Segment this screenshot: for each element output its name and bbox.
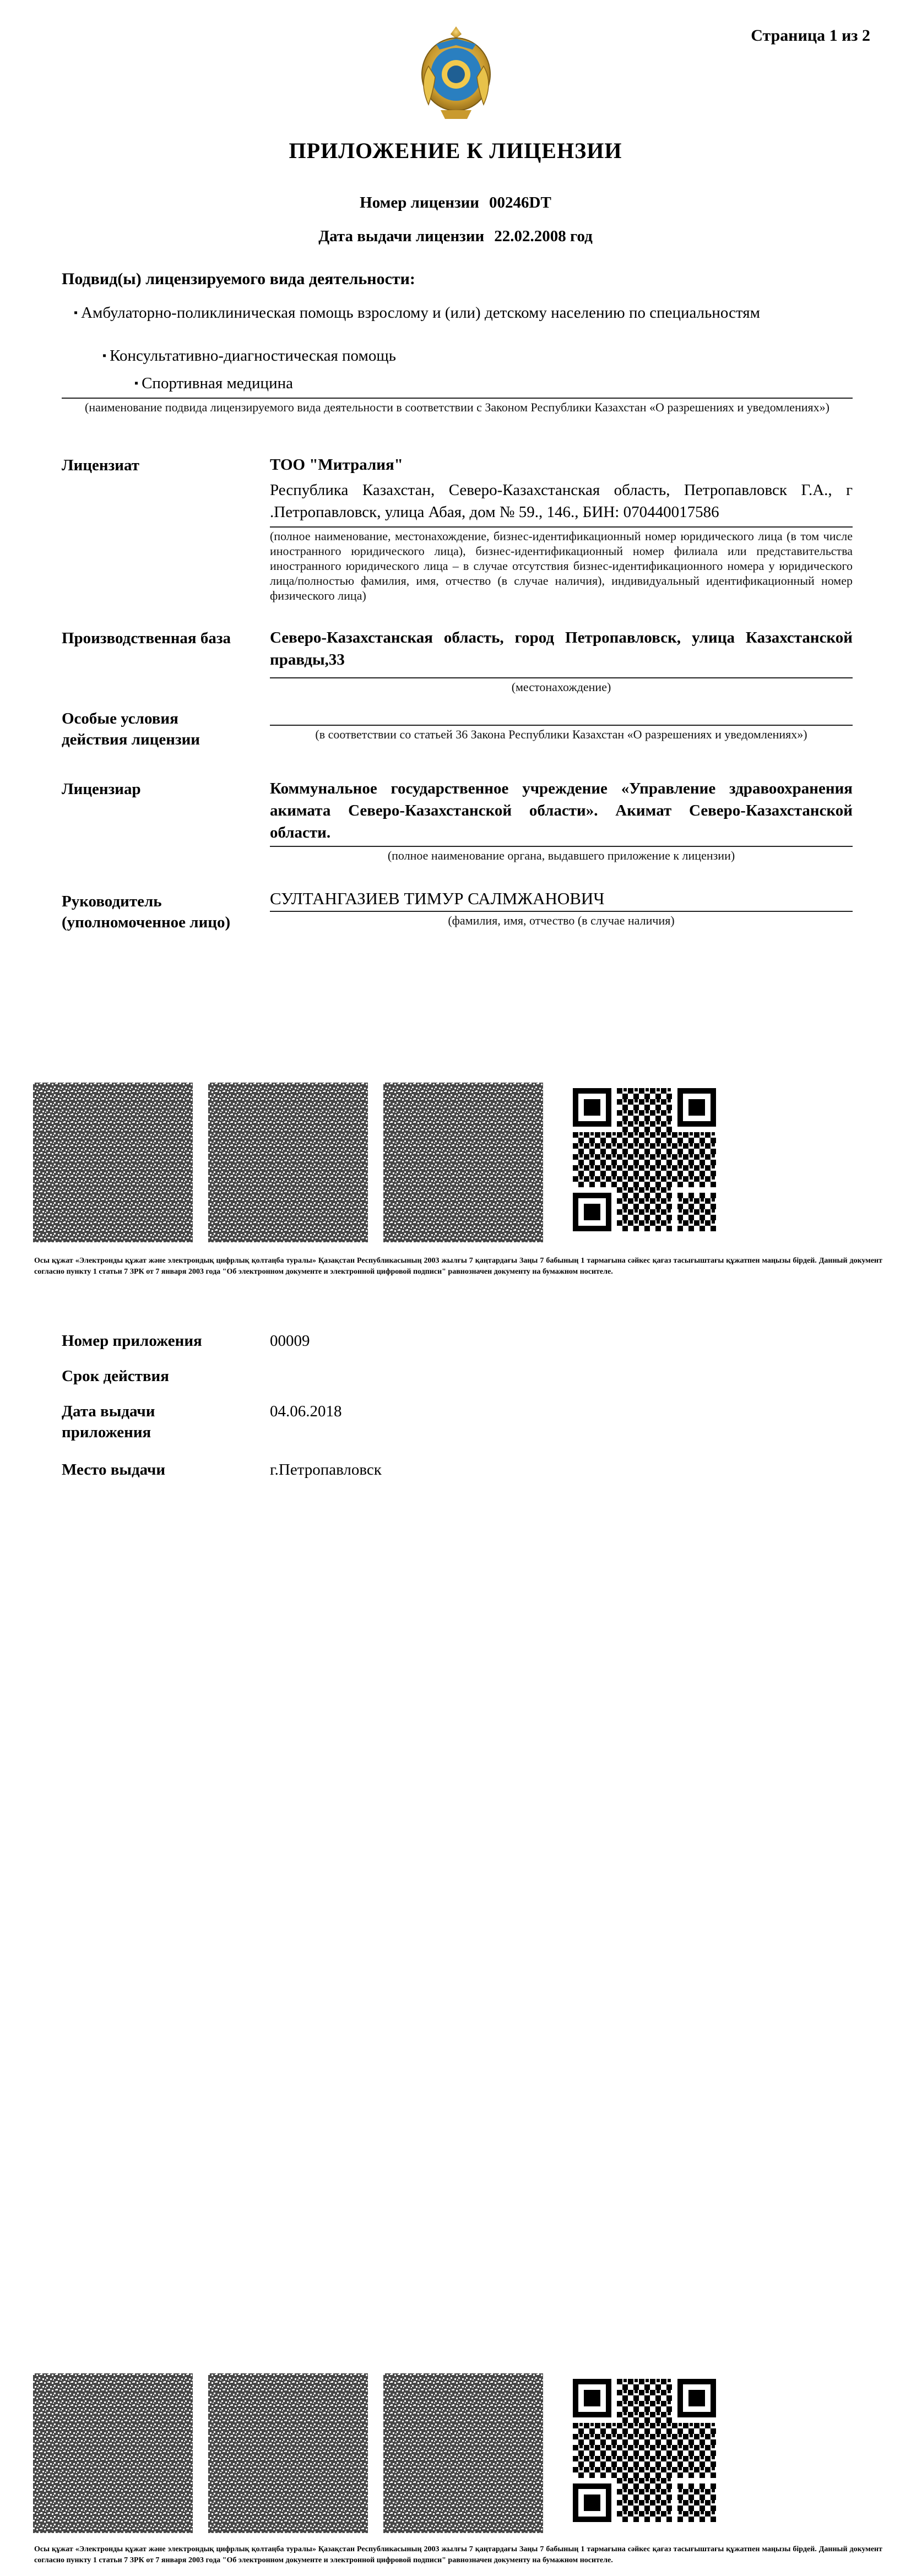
special-conditions-label: Особые условия действия лицензии: [62, 710, 200, 748]
licensee-label: Лицензиат: [62, 456, 139, 474]
head-value: СУЛТАНГАЗИЕВ ТИМУР САЛМЖАНОВИЧ: [270, 889, 605, 908]
divider: [270, 846, 853, 847]
licensee-name: ТОО "Митралия": [270, 456, 403, 474]
divider: [270, 677, 853, 678]
subtype-text: Консультативно-диагностическая помощь: [110, 347, 396, 365]
qr-code: [573, 2379, 716, 2522]
subtype-item: [102, 347, 396, 365]
issue-place-value: г.Петропавловск: [270, 1461, 382, 1479]
license-date-value: 22.02.2008 год: [494, 227, 593, 245]
license-date-label: Дата выдачи лицензии: [318, 227, 485, 245]
data-matrix-code: [33, 1083, 193, 1242]
subtypes-note: (наименование подвида лицензируемого вида деятельности в соответствии с Законом Республики Казахстан «О разрешениях и уведомлениях»): [85, 400, 829, 414]
head-note: (фамилия, имя, отчество (в случае наличия): [448, 914, 675, 927]
licensor-note: (полное наименование органа, выдавшего приложение к лицензии): [387, 849, 735, 862]
bullet-icon: ▪: [102, 350, 107, 362]
data-matrix-code: [208, 1083, 368, 1242]
divider: [62, 398, 853, 399]
coat-of-arms-emblem: [412, 22, 500, 127]
data-matrix-code: [383, 2373, 543, 2533]
divider: [270, 725, 853, 726]
appendix-date-label: Дата выдачи приложения: [62, 1403, 155, 1441]
validity-label: Срок действия: [62, 1367, 169, 1385]
subtype-item: [74, 304, 760, 322]
legal-footer: Осы құжат «Электронды құжат және электрондық цифрлық қолтаңба туралы» Қазақстан Республикасының 2003 жылғы 7 қаңтардағы Заңы 7 бабының 1 тармағына сәйкес қағаз тасығыштағы құжатпен маңызы бірдей. Данный документ согласно пункту 1 статьи 7 ЗРК от 7 января 2003 года "Об электронном документе и электронной цифровой подписи" равнозначен документу на бумажном носителе.: [34, 1257, 882, 1276]
signature-codes-block: [33, 2373, 892, 2539]
licensee-note: (полное наименование, местонахождение, бизнес-идентификационный номер юридического лица (в том числе иностранного юридического лица), бизнес-идентификационный номер филиала или представительства иностранного юридического лица – в случае отсутствия бизнес-идентификационного номера у юридического лица/полностью фамилия, имя, отчество (в случае наличия), индивидуальный идентификационный номер физического лица): [270, 529, 853, 602]
data-matrix-code: [33, 2373, 193, 2533]
legal-footer: Осы құжат «Электронды құжат және электрондық цифрлық қолтаңба туралы» Қазақстан Республикасының 2003 жылғы 7 қаңтардағы Заңы 7 бабының 1 тармағына сәйкес қағаз тасығыштағы құжатпен маңызы бірдей. Данный документ согласно пункту 1 статьи 7 ЗРК от 7 января 2003 года "Об электронном документе и электронной цифровой подписи" равнозначен документу на бумажном носителе.: [34, 2545, 882, 2564]
licensor-value: Коммунальное государственное учреждение «Управление здравоохранения акимата Северо-Казахстанской области». Акимат Северо-Казахстанской области.: [270, 780, 853, 841]
divider: [270, 911, 853, 912]
divider: [270, 526, 853, 528]
subtype-text: Амбулаторно-поликлиническая помощь взрослому и (или) детскому населению по специальностям: [81, 304, 760, 322]
production-base-note: (местонахождение): [511, 680, 611, 694]
issue-place-label: Место выдачи: [62, 1461, 166, 1479]
appendix-date-value: 04.06.2018: [270, 1403, 342, 1420]
bullet-icon: ▪: [74, 307, 78, 319]
licensee-address: Республика Казахстан, Северо-Казахстанская область, Петропавловск Г.А., г .Петропавловск, улица Абая, дом № 59., 146., БИН: 070440017586: [270, 481, 853, 521]
appendix-number-value: 00009: [270, 1332, 310, 1350]
appendix-number-label: Номер приложения: [62, 1332, 202, 1350]
license-number-value: 00246DT: [489, 194, 551, 211]
page-number: Страница 1 из 2: [751, 26, 870, 45]
signature-codes-block: [33, 1083, 892, 1248]
license-number-label: Номер лицензии: [360, 194, 480, 211]
qr-code: [573, 1088, 716, 1231]
production-base-value: Северо-Казахстанская область, город Петропавловск, улица Казахстанской правды,33: [270, 629, 853, 669]
subtypes-heading: Подвид(ы) лицензируемого вида деятельности:: [62, 270, 415, 288]
special-conditions-note: (в соответствии со статьей 36 Закона Республики Казахстан «О разрешениях и уведомлениях»): [315, 727, 807, 741]
license-number-line: [0, 194, 911, 212]
data-matrix-code: [208, 2373, 368, 2533]
subtype-item: [134, 374, 293, 393]
bullet-icon: ▪: [134, 377, 139, 389]
licensor-label: Лицензиар: [62, 780, 141, 798]
document-title: ПРИЛОЖЕНИЕ К ЛИЦЕНЗИИ: [289, 138, 622, 163]
subtype-text: Спортивная медицина: [142, 374, 293, 392]
data-matrix-code: [383, 1083, 543, 1242]
license-date-line: [0, 227, 911, 246]
production-base-label: Производственная база: [62, 629, 231, 647]
head-label: Руководитель (уполномоченное лицо): [62, 893, 231, 931]
